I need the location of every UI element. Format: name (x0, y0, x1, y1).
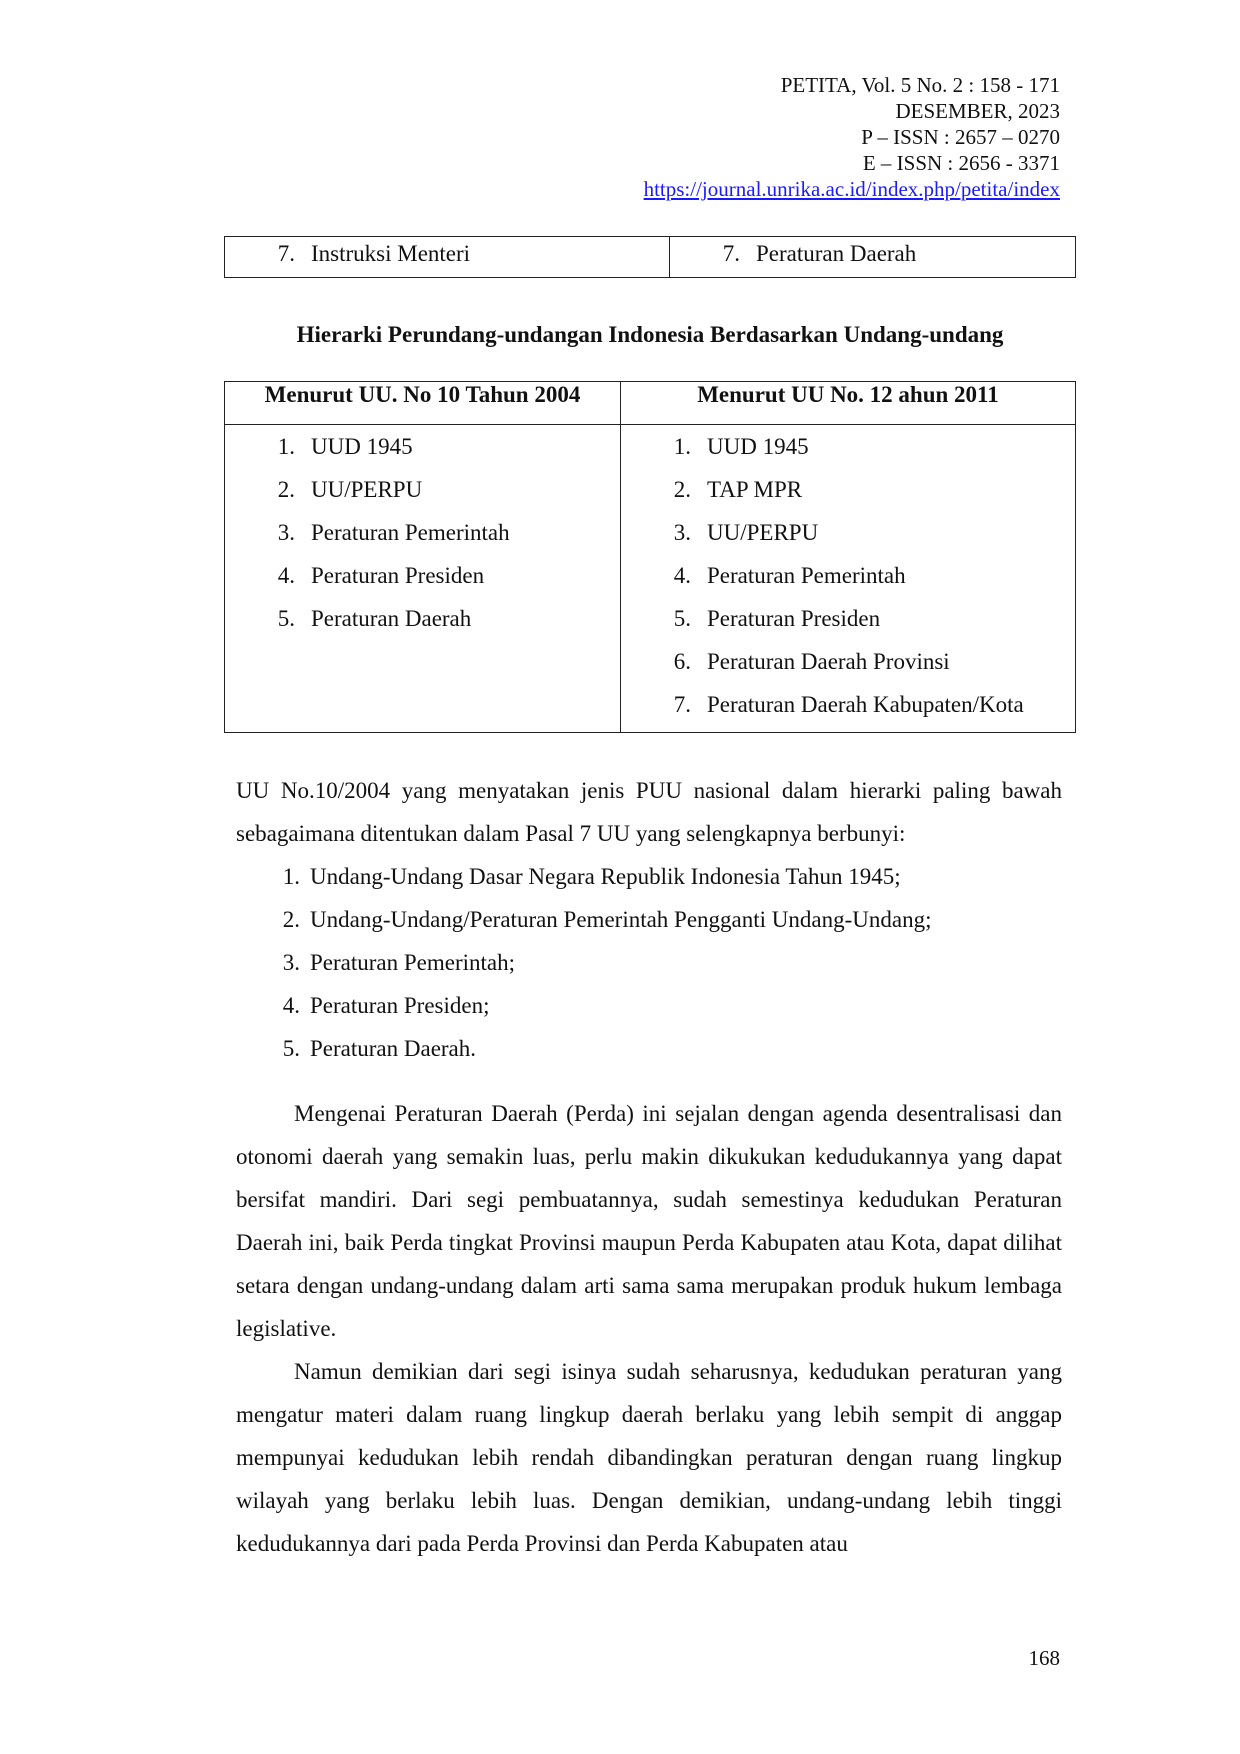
journal-url-link[interactable]: https://journal.unrika.ac.id/index.php/petita/index (643, 177, 1060, 201)
list-item: 4. Peraturan Pemerintah (673, 563, 906, 588)
list-item: 3. Peraturan Pemerintah (277, 520, 510, 545)
list-item: 7. Instruksi Menteri (277, 241, 471, 266)
journal-date: DESEMBER, 2023 (895, 99, 1060, 123)
list-item: 5. Peraturan Presiden (673, 606, 881, 631)
continued-cell-right (670, 237, 1076, 278)
body-paragraph-1: Mengenai Peraturan Daerah (Perda) ini sejalan dengan agenda desentralisasi dan otonomi daerah yang semakin luas, perlu makin dikukukan kedudukannya yang dapat bersifat mandiri. Dari segi pembuatannya, sudah semestinya kedudukan Peraturan Daerah ini, baik Perda tingkat Provinsi maupun Perda Kabupaten atau Kota, dapat dilihat setara dengan undang-undang dalam arti sama sama merupakan produk hukum lembaga legislative. (236, 1101, 1062, 1341)
list-item: 1. UUD 1945 (673, 434, 809, 459)
list-item: 5. Peraturan Daerah (277, 606, 472, 631)
list-item: 5. Peraturan Daerah. (282, 1036, 477, 1061)
intro-paragraph: UU No.10/2004 yang menyatakan jenis PUU nasional dalam hierarki paling bawah sebagaimana ditentukan dalam Pasal 7 UU yang selengkapnya berbunyi: (236, 778, 1062, 846)
list-item: 2. Undang-Undang/Peraturan Pemerintah Pengganti Undang-Undang; (282, 907, 932, 932)
list-item: 1. UUD 1945 (277, 434, 413, 459)
continued-table (224, 236, 1076, 278)
e-issn: E – ISSN : 2656 - 3371 (862, 151, 1060, 175)
p-issn: P – ISSN : 2657 – 0270 (861, 125, 1060, 149)
table-header-2004: Menurut UU. No 10 Tahun 2004 (225, 382, 621, 425)
col-2011 (621, 425, 1076, 733)
list-item: 4. Peraturan Presiden (277, 563, 485, 588)
table-caption: Hierarki Perundang-undangan Indonesia Berdasarkan Undang-undang (296, 322, 1004, 347)
list-item: 6. Peraturan Daerah Provinsi (673, 649, 950, 674)
pasal-7-list (236, 855, 1062, 1070)
list-item: 2. UU/PERPU (277, 477, 423, 502)
list-item: 1. Undang-Undang Dasar Negara Republik Indonesia Tahun 1945; (282, 864, 901, 889)
continued-cell-left (225, 237, 670, 278)
journal-header (644, 72, 1060, 202)
table-header-2011: Menurut UU No. 12 ahun 2011 (621, 382, 1076, 425)
journal-volume: PETITA, Vol. 5 No. 2 : 158 - 171 (780, 73, 1060, 97)
list-item: 4. Peraturan Presiden; (282, 993, 490, 1018)
body-paragraph-2: Namun demikian dari segi isinya sudah seharusnya, kedudukan peraturan yang mengatur materi dalam ruang lingkup daerah berlaku yang lebih sempit di anggap mempunyai kedudukan lebih rendah dibandingkan peraturan dengan ruang lingkup wilayah yang berlaku lebih luas. Dengan demikian, undang-undang lebih tinggi kedudukannya dari pada Perda Provinsi dan Perda Kabupaten atau (236, 1359, 1062, 1556)
list-item: 7. Peraturan Daerah Kabupaten/Kota (673, 692, 1024, 717)
list-item: 7. Peraturan Daerah (722, 241, 917, 266)
page-number: 168 (1028, 1646, 1060, 1670)
col-2004 (225, 425, 621, 733)
list-item: 2. TAP MPR (673, 477, 803, 502)
hierarchy-table (224, 381, 1076, 733)
list-item: 3. UU/PERPU (673, 520, 819, 545)
list-item: 3. Peraturan Pemerintah; (282, 950, 516, 975)
